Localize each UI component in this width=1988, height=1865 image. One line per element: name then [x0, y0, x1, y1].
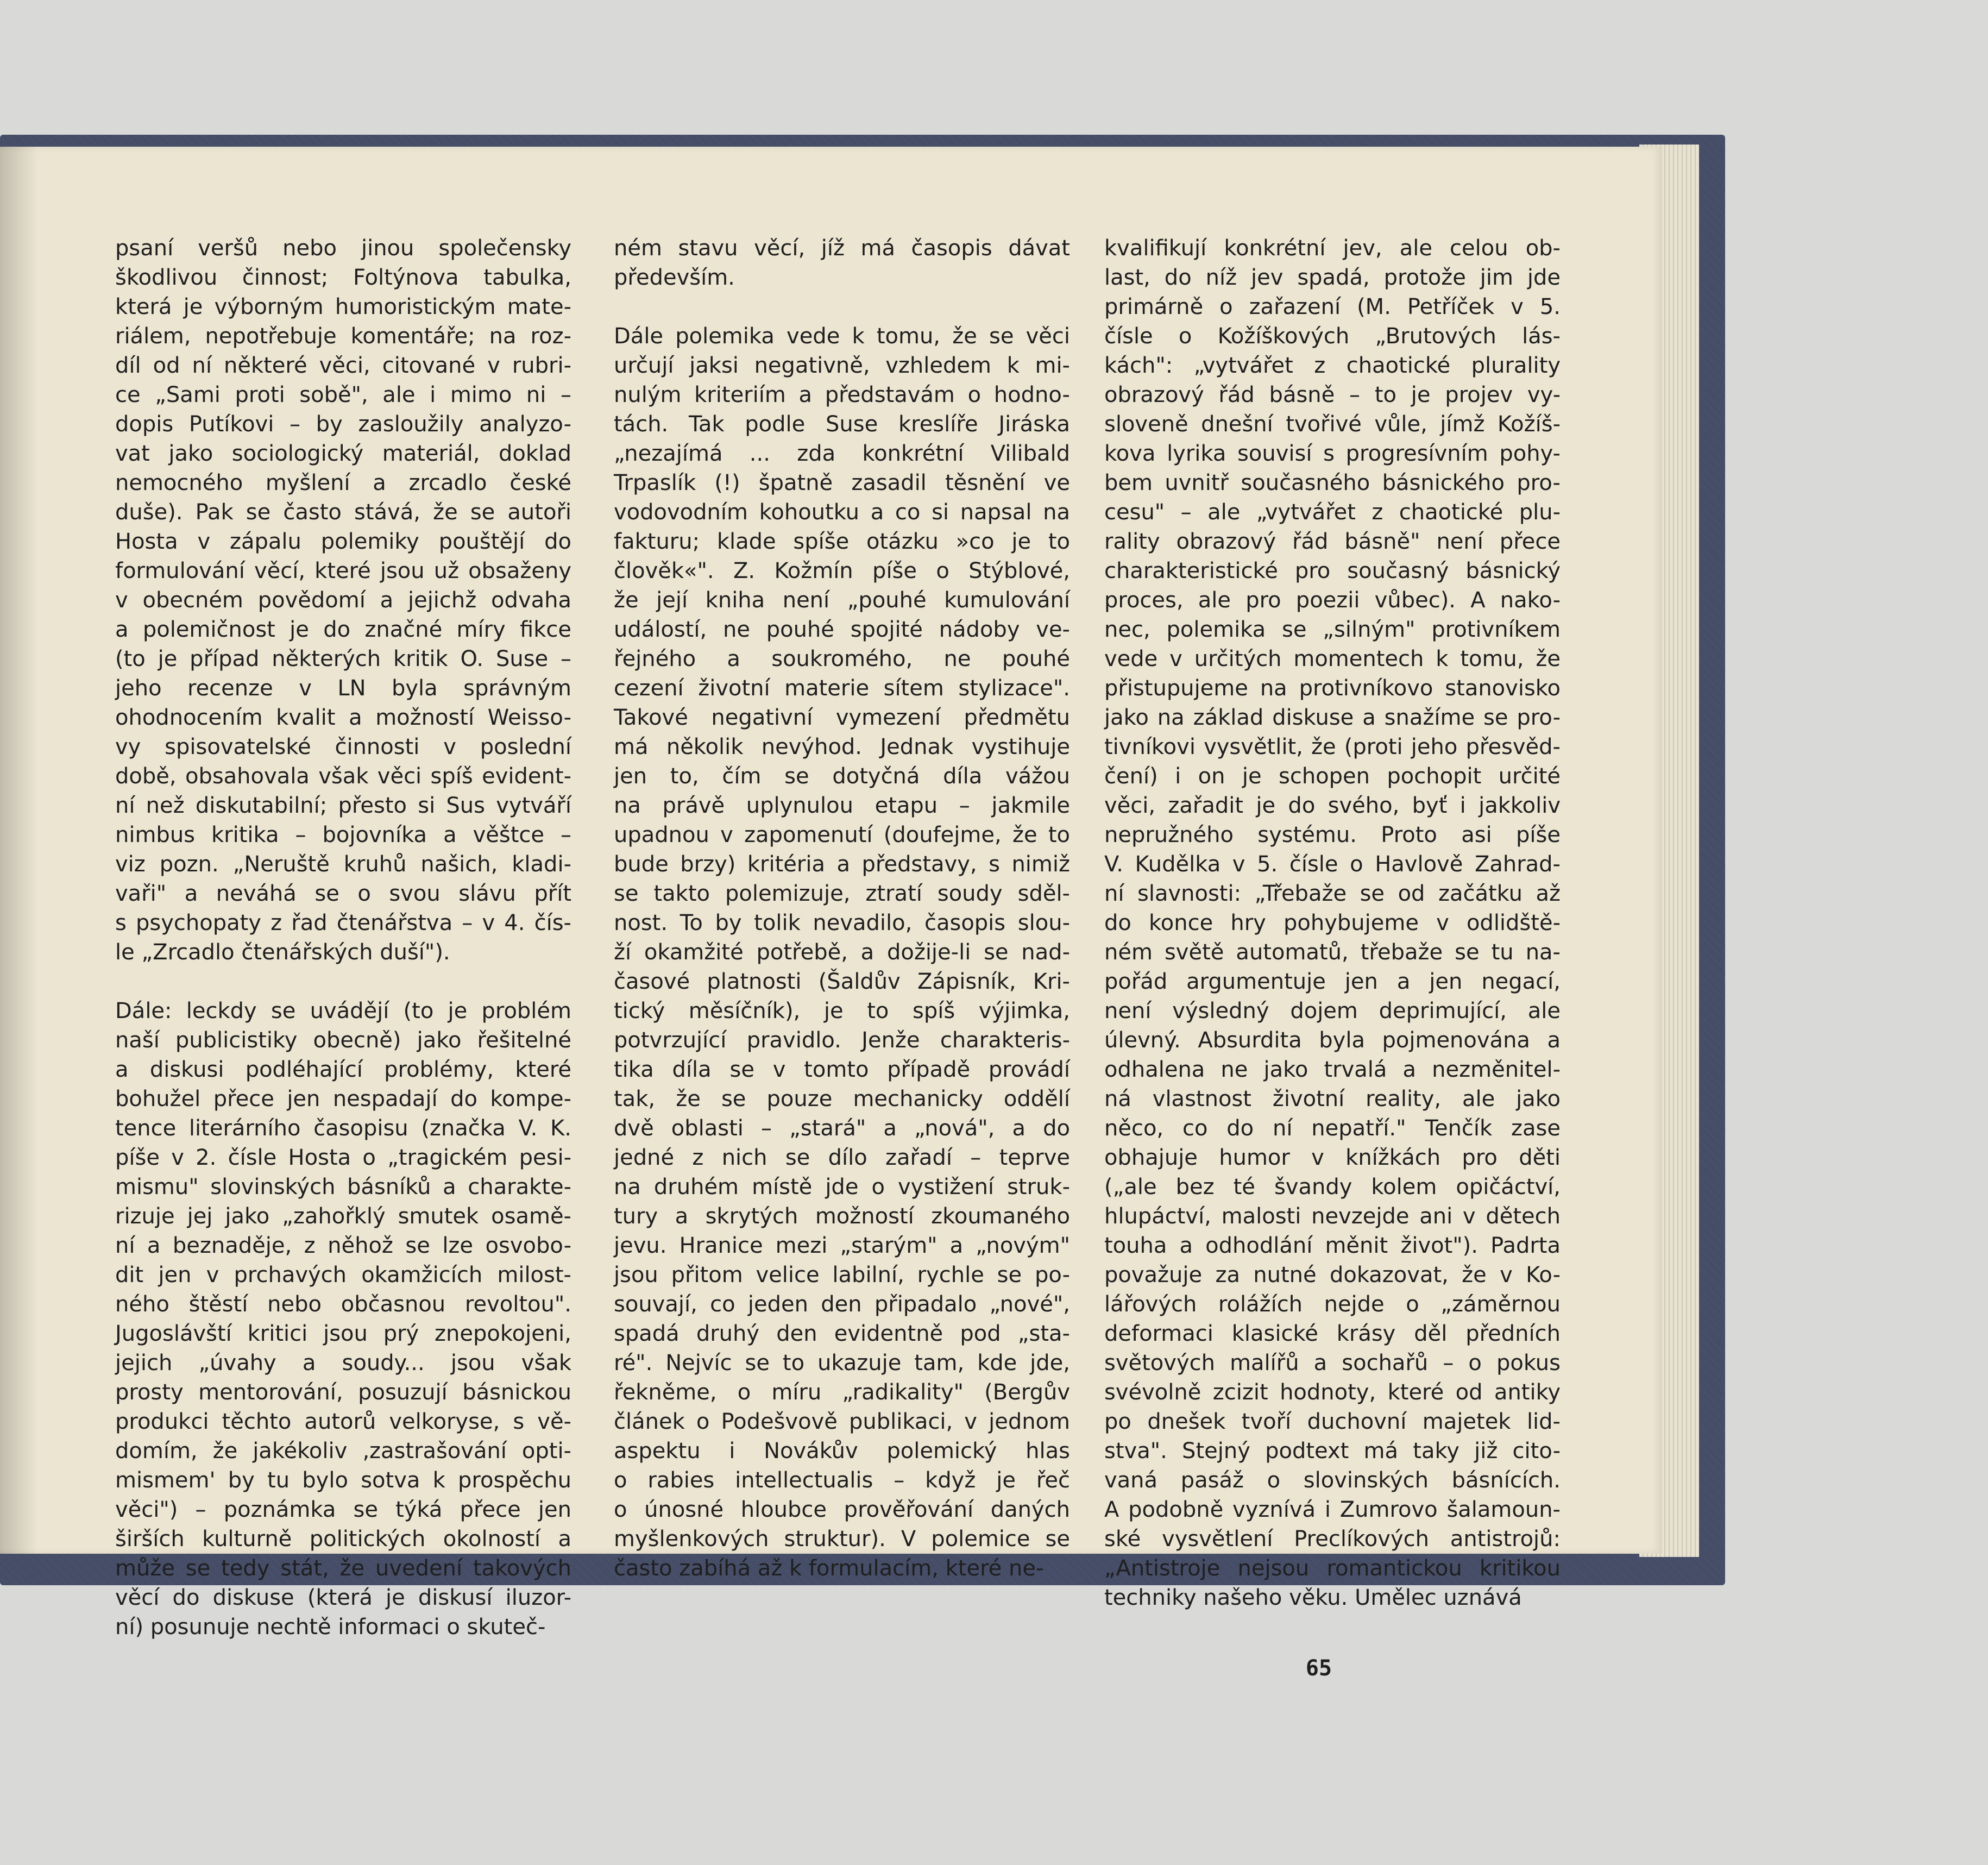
text-line: potvrzující pravidlo. Jenže charakteris- [614, 1028, 1070, 1053]
text-line: viz pozn. „Neruště kruhů našich, kladi- [115, 852, 571, 877]
text-line: ní než diskutabilní; přesto si Sus vytváří [115, 793, 571, 818]
text-line: jejich „úvahy a soudy... jsou však [115, 1351, 571, 1376]
text-line: vat jako sociologický materiál, doklad [115, 441, 571, 466]
text-line: Dále: leckdy se uvádějí (to je problém [115, 999, 571, 1023]
text-line: odhalena ne jako trvalá a nezměnitel- [1104, 1057, 1561, 1082]
text-line: riálem, nepotřebuje komentáře; na roz- [115, 324, 571, 349]
text-line: člověk«". Z. Kožmín píše o Stýblové, [614, 558, 1070, 583]
text-line: čení) i on je schopen pochopit určité [1104, 764, 1561, 789]
text-line: věcí do diskuse (která je diskusí iluzor- [115, 1585, 571, 1610]
text-line: o únosné hloubce prověřování daných [614, 1497, 1070, 1522]
text-line: primárně o zařazení (M. Petříček v 5. [1104, 294, 1561, 319]
book-page [0, 147, 1662, 1681]
text-line: řejného a soukromého, ne pouhé [614, 646, 1070, 671]
text-line: kách": „vytvářet z chaotické plurality [1104, 353, 1561, 378]
text-line: určují jaksi negativně, vzhledem k mi- [614, 353, 1070, 378]
text-line: především. [614, 265, 735, 290]
text-line: čísle o Kožíškových „Brutových lás- [1104, 324, 1561, 349]
text-line: ní) posunuje nechtě informaci o skuteč- [115, 1615, 546, 1640]
text-line: ské vysvětlení Preclíkových antistrojů: [1104, 1527, 1561, 1552]
text-line: kvalifikují konkrétní jev, ale celou ob- [1104, 236, 1561, 261]
text-line: spadá druhý den evidentně pod „sta- [614, 1321, 1070, 1346]
text-line: nimbus kritika – bojovníka a věštce – [115, 822, 571, 847]
text-line: bude brzy) kritéria a představy, s nimiž [614, 852, 1070, 877]
text-line: Jugoslávští kritici jsou prý znepokojeni, [115, 1321, 571, 1346]
text-line: na druhém místě jde o vystižení struk- [614, 1175, 1070, 1200]
text-line: V. Kudělka v 5. čísle o Havlově Zahrad- [1104, 852, 1561, 877]
text-line: techniky našeho věku. Umělec uznává [1104, 1585, 1522, 1610]
gutter-shadow [0, 147, 38, 1554]
text-line: stva". Stejný podtext má taky již cito- [1104, 1439, 1561, 1464]
text-line: ré". Nejvíc se to ukazuje tam, kde jde, [614, 1351, 1070, 1376]
text-line: vaři" a neváhá se o svou slávu přít [115, 881, 571, 906]
text-line: mismem' by tu bylo sotva k prospěchu [115, 1468, 571, 1493]
text-line: časové platnosti (Šaldův Zápisník, Kri- [614, 969, 1070, 994]
text-line: ném světě automatů, třebaže se tu na- [1104, 940, 1561, 965]
text-column-3 [1104, 234, 1561, 1610]
text-line: naší publicistiky obecně) jako řešitelné [115, 1028, 571, 1053]
text-line: domím, že jakékoliv ‚zastrašování opti- [115, 1439, 571, 1464]
text-line: o rabies intellectualis – když je řeč [614, 1468, 1070, 1493]
text-line: díl od ní některé věci, citované v rubri- [115, 353, 571, 378]
text-line: vy spisovatelské činnosti v poslední [115, 734, 571, 759]
text-line: jevu. Hranice mezi „starým" a „novým" [614, 1233, 1070, 1258]
text-line: aspektu i Novákův polemický hlas [614, 1439, 1070, 1464]
text-line: obhajuje humor v knížkách pro děti [1104, 1145, 1561, 1170]
text-line: přistupujeme na protivníkovo stanovisko [1104, 676, 1561, 701]
text-line: vaná pasáž o slovinských básnících. [1104, 1468, 1561, 1493]
text-line: jedné z nich se dílo zařadí – teprve [614, 1145, 1070, 1170]
text-line: může se tedy stát, že uvedení takových [115, 1556, 571, 1581]
text-line: nemocného myšlení a zrcadlo české [115, 470, 571, 495]
text-line: není výsledný dojem deprimující, ale [1104, 999, 1561, 1023]
text-line: řekněme, o míru „radikality" (Bergův [614, 1380, 1070, 1405]
text-line: bohužel přece jen nespadají do kompe- [115, 1087, 571, 1112]
text-line: mismu" slovinských básníků a charakte- [115, 1175, 571, 1200]
text-line: formulování věcí, které jsou už obsaženy [115, 558, 571, 583]
text-line: tivníkovi vysvětlit, že (proti jeho přesvěd- [1104, 734, 1561, 759]
text-line: a diskusi podléhající problémy, které [115, 1057, 571, 1082]
text-line: vede v určitých momentech k tomu, že [1104, 646, 1561, 671]
text-line: věci, zařadit je do svého, byť i jakkoliv [1104, 793, 1561, 818]
text-line: ce „Sami proti sobě", ale i mimo ni – [115, 382, 571, 407]
paragraph-gap [614, 292, 1070, 322]
text-line: Dále polemika vede k tomu, že se věci [614, 324, 1070, 349]
text-line: Takové negativní vymezení předmětu [614, 705, 1070, 730]
text-line: širších kulturně politických okolností a [115, 1527, 571, 1552]
text-line: A podobně vyznívá i Zumrovo šalamoun- [1104, 1497, 1561, 1522]
text-line: („ale bez té švandy kolem opičáctví, [1104, 1175, 1561, 1200]
text-line: „nezajímá ... zda konkrétní Vilibald [614, 441, 1070, 466]
text-line: nost. To by tolik nevadilo, časopis slou- [614, 910, 1070, 935]
text-line: a polemičnost je do značné míry fikce [115, 617, 571, 642]
text-line: produkci těchto autorů velkoryse, s vě- [115, 1409, 571, 1434]
text-line: (to je případ některých kritik O. Suse – [115, 646, 571, 671]
text-line: lářových rolážích nejde o „záměrnou [1104, 1292, 1561, 1317]
text-line: rizuje jej jako „zahořklý smutek osamě- [115, 1204, 571, 1229]
text-line: považuje za nutné dokazovat, že v Ko- [1104, 1263, 1561, 1288]
text-line: době, obsahovala však věci spíš evident- [115, 764, 571, 789]
text-line: tický měsíčník), je to spíš výjimka, [614, 999, 1070, 1023]
page-number: 65 [1305, 1656, 1332, 1681]
text-line: myšlenkových struktur). V polemice se [614, 1527, 1070, 1552]
text-line: psaní veršů nebo jinou společensky [115, 236, 571, 261]
text-line: hlupáctví, malosti nevzejde ani v dětech [1104, 1204, 1561, 1229]
text-line: často zabíhá až k formulacím, které ne- [614, 1556, 1044, 1581]
text-line: rality obrazový řád básně" není přece [1104, 529, 1561, 554]
text-line: proces, ale pro poezii vůbec). A nako- [1104, 588, 1561, 613]
paragraph [115, 234, 571, 967]
text-line: se takto polemizuje, ztratí soudy sděl- [614, 881, 1070, 906]
text-line: jen to, čím se dotyčná díla vážou [614, 764, 1070, 789]
text-line: nepružného systému. Proto asi píše [1104, 822, 1561, 847]
text-line: dit jen v prchavých okamžicích milost- [115, 1263, 571, 1288]
text-line: jeho recenze v LN byla správným [115, 676, 571, 701]
text-line: tury a skrytých možností zkoumaného [614, 1204, 1070, 1229]
text-line: „Antistroje nejsou romantickou kritikou [1104, 1556, 1561, 1581]
text-line: Hosta v zápalu polemiky pouštějí do [115, 529, 571, 554]
text-line: tak, že se pouze mechanicky oddělí [614, 1087, 1070, 1112]
text-line: nec, polemika se „silným" protivníkem [1104, 617, 1561, 642]
text-column-1 [115, 234, 571, 1640]
text-line: tence literárního časopisu (značka V. K. [115, 1116, 571, 1141]
text-line: ného štěstí nebo občasnou revoltou". [115, 1292, 571, 1317]
text-line: tách. Tak podle Suse kreslíře Jiráska [614, 412, 1070, 437]
text-line: má několik nevýhod. Jednak vystihuje [614, 734, 1070, 759]
text-line: svévolně zcizit hodnoty, které od antiky [1104, 1380, 1561, 1405]
paragraph-gap [115, 967, 571, 996]
text-line: něco, co do ní nepatří." Tenčík zase [1104, 1116, 1561, 1141]
text-line: pořád argumentuje jen a jen negací, [1104, 969, 1561, 994]
text-line: touha a odhodlání měnit život"). Padrta [1104, 1233, 1561, 1258]
text-line: prosty mentorování, posuzují básnickou [115, 1380, 571, 1405]
text-line: ní slavnosti: „Třebaže se od začátku až [1104, 881, 1561, 906]
text-line: článek o Podešvově publikaci, v jednom [614, 1409, 1070, 1434]
text-line: do konce hry pohybujeme v odlidště- [1104, 910, 1561, 935]
text-line: tika díla se v tomto případě provádí [614, 1057, 1070, 1082]
text-line: cesu" – ale „vytvářet z chaotické plu- [1104, 500, 1561, 525]
text-line: ží okamžité potřebě, a dožije-li se nad- [614, 940, 1070, 965]
text-line: v obecném povědomí a jejichž odvaha [115, 588, 571, 613]
text-line: souvají, co jeden den připadalo „nové", [614, 1292, 1070, 1317]
paragraph [115, 996, 571, 1642]
text-line: sloveně dnešní tvořivé vůle, jímž Kožíš- [1104, 412, 1561, 437]
text-line: deformaci klasické krásy děl předních [1104, 1321, 1561, 1346]
text-line: světových malířů a sochařů – o pokus [1104, 1351, 1561, 1376]
text-line: ohodnocením kvalit a možností Weisso- [115, 705, 571, 730]
text-column-2 [614, 234, 1070, 1581]
text-line: že její kniha není „pouhé kumulování [614, 588, 1070, 613]
text-line: vodovodním kohoutku a co si napsal na [614, 500, 1070, 525]
text-line: jako na základ diskuse a snažíme se pro- [1104, 705, 1561, 730]
text-line: Trpaslík (!) špatně zasadil těsnění ve [614, 470, 1070, 495]
text-line: jsou přitom velice labilní, rychle se po- [614, 1263, 1070, 1288]
paragraph [1104, 234, 1561, 1612]
text-line: s psychopaty z řad čtenářstva – v 4. čís- [115, 910, 571, 935]
text-line: kova lyrika souvisí s progresívním pohy- [1104, 441, 1561, 466]
text-line: dvě oblasti – „stará" a „nová", a do [614, 1116, 1070, 1141]
text-line: nulým kriteriím a představám o hodno- [614, 382, 1070, 407]
text-line: obrazový řád básně – to je projev vy- [1104, 382, 1561, 407]
text-line: ní a beznaděje, z něhož se lze osvobo- [115, 1233, 571, 1258]
text-line: duše). Pak se často stává, že se autoři [115, 500, 571, 525]
text-line: škodlivou činnost; Foltýnova tabulka, [115, 265, 571, 290]
text-line: věci") – poznámka se týká přece jen [115, 1497, 571, 1522]
text-line: dopis Putíkovi – by zasloužily analyzo- [115, 412, 571, 437]
text-line: fakturu; klade spíše otázku »co je to [614, 529, 1070, 554]
text-line: ná vlastnost životní reality, ale jako [1104, 1087, 1561, 1112]
text-line: upadnou v zapomenutí (doufejme, že to [614, 822, 1070, 847]
text-line: ném stavu věcí, jíž má časopis dávat [614, 236, 1070, 261]
text-line: úlevný. Absurdita byla pojmenována a [1104, 1028, 1561, 1053]
text-line: píše v 2. čísle Hosta o „tragickém pesi- [115, 1145, 571, 1170]
text-line: cezení životní materie sítem stylizace". [614, 676, 1070, 701]
text-line: událostí, ne pouhé spojité nádoby ve- [614, 617, 1070, 642]
text-line: na právě uplynulou etapu – jakmile [614, 793, 1070, 818]
text-line: le „Zrcadlo čtenářských duší"). [115, 940, 450, 965]
text-line: bem uvnitř současného básnického pro- [1104, 470, 1561, 495]
text-line: která je výborným humoristickým mate- [115, 294, 571, 319]
text-line: last, do níž jev spadá, protože jim jde [1104, 265, 1561, 290]
text-line: po dnešek tvoří duchovní majetek lid- [1104, 1409, 1561, 1434]
paragraph [614, 322, 1070, 1583]
text-line: charakteristické pro současný básnický [1104, 558, 1561, 583]
paragraph [614, 234, 1070, 292]
